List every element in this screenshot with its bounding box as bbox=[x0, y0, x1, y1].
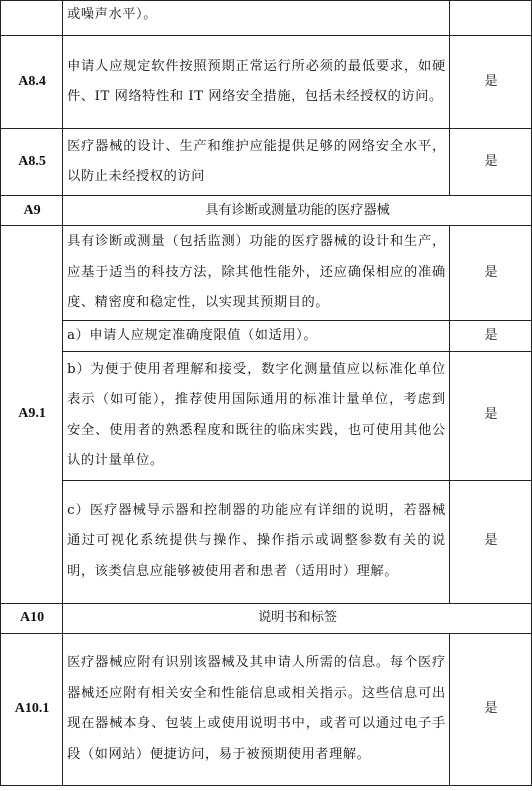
requirement-text: a）申请人应规定准确度限值（如适用）。 bbox=[63, 320, 450, 351]
requirement-text: b）为便于使用者理解和接受，数字化测量值应以标准化单位表示（如可能），推荐使用国际通用的标准计量单位，考虑到安全、使用者的熟悉程度和既往的临床实践，也可使用其他公认的计量单位。 bbox=[63, 351, 450, 480]
section-id: A10 bbox=[1, 603, 63, 633]
table-row bbox=[1, 320, 532, 351]
table-row bbox=[1, 36, 532, 129]
compliance-answer: 是 bbox=[449, 480, 531, 603]
table-row bbox=[1, 129, 532, 196]
table-row bbox=[1, 226, 532, 321]
compliance-answer: 是 bbox=[449, 36, 531, 129]
requirement-text: 或噪声水平）。 bbox=[63, 1, 450, 36]
table-row bbox=[1, 480, 532, 603]
clause-id: A8.5 bbox=[1, 129, 63, 196]
table-row bbox=[1, 633, 532, 785]
requirement-text: c）医疗器械导示器和控制器的功能应有详细的说明，若器械通过可视化系统提供与操作、操作指示或调整参数有关的说明，该类信息应能够被使用者和患者（适用时）理解。 bbox=[63, 480, 450, 603]
section-title: 具有诊断或测量功能的医疗器械 bbox=[63, 196, 532, 226]
compliance-answer: 是 bbox=[449, 351, 531, 480]
clause-id: A8.4 bbox=[1, 36, 63, 129]
compliance-answer: 是 bbox=[449, 320, 531, 351]
section-row bbox=[1, 196, 532, 226]
section-id: A9 bbox=[1, 196, 63, 226]
table-row bbox=[1, 351, 532, 480]
compliance-answer: 是 bbox=[449, 226, 531, 321]
section-title: 说明书和标签 bbox=[63, 603, 532, 633]
clause-id: A9.1 bbox=[1, 226, 63, 604]
requirement-text: 具有诊断或测量（包括监测）功能的医疗器械的设计和生产，应基于适当的科技方法，除其他性能外，还应确保相应的准确度、精密度和稳定性，以实现其预期目的。 bbox=[63, 226, 450, 321]
clause-id bbox=[1, 1, 63, 36]
table-row bbox=[1, 1, 532, 36]
compliance-answer bbox=[449, 1, 531, 36]
requirement-text: 医疗器械的设计、生产和维护应能提供足够的网络安全水平，以防止未经授权的访问 bbox=[63, 129, 450, 196]
compliance-answer: 是 bbox=[449, 129, 531, 196]
requirement-text: 医疗器械应附有识别该器械及其申请人所需的信息。每个医疗器械还应附有相关安全和性能信息或相关指示。这些信息可出现在器械本身、包装上或使用说明书中，或者可以通过电子手段（如网站）便捷访问，易于被预期使用者理解。 bbox=[63, 633, 450, 785]
compliance-answer: 是 bbox=[449, 633, 531, 785]
requirement-text: 申请人应规定软件按照预期正常运行所必须的最低要求，如硬件、IT 网络特性和 IT 网络安全措施，包括未经授权的访问。 bbox=[63, 36, 450, 129]
section-row bbox=[1, 603, 532, 633]
clause-id: A10.1 bbox=[1, 633, 63, 785]
